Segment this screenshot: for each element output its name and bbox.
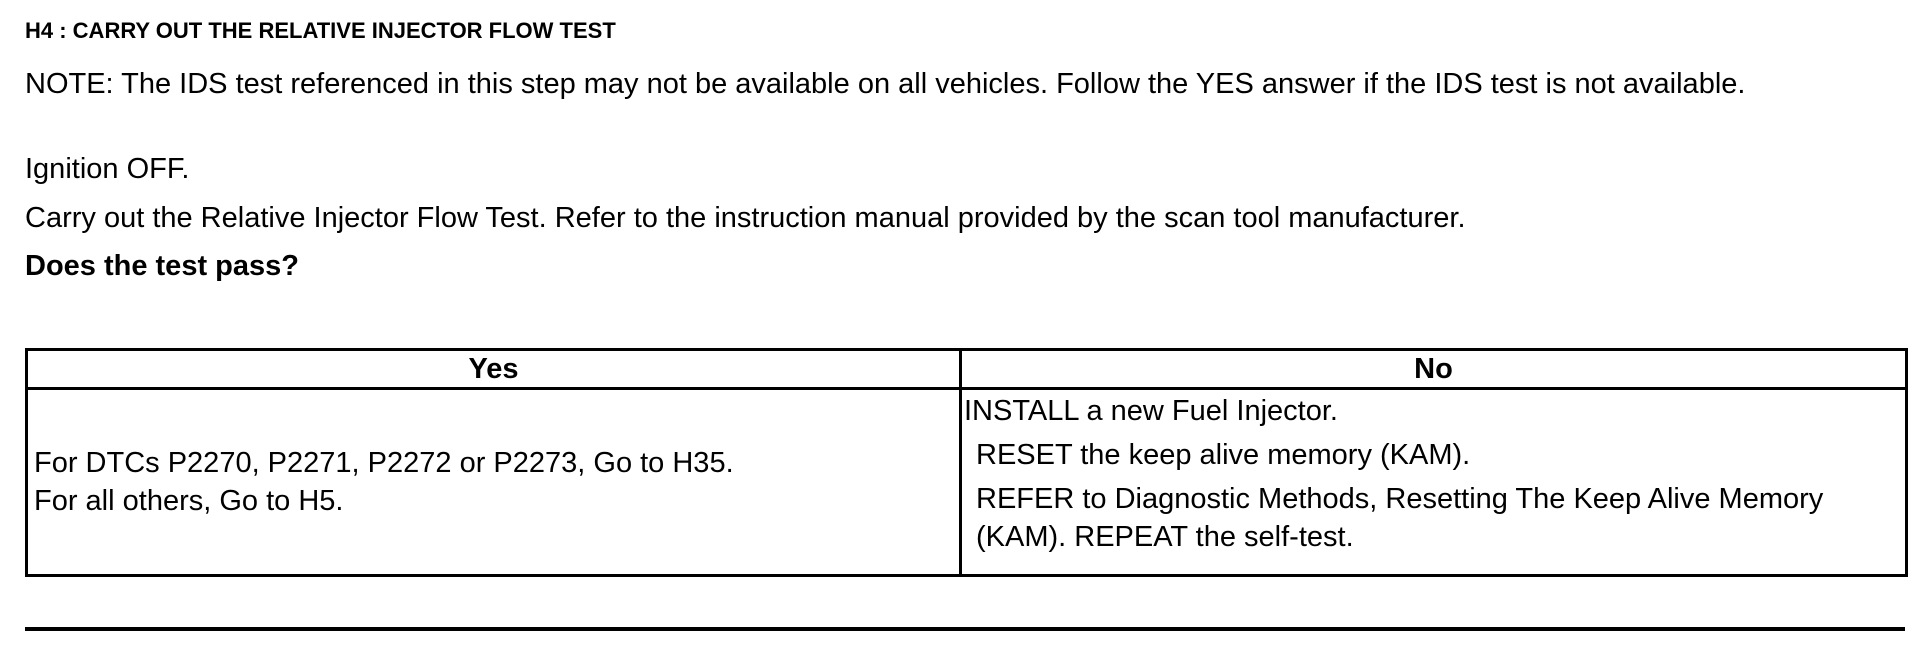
result-table: [25, 348, 1908, 577]
yes-line-others: For all others, Go to H5.: [34, 485, 344, 517]
step-title: H4 : CARRY OUT THE RELATIVE INJECTOR FLOW TEST: [25, 18, 616, 43]
table-row: [27, 389, 1907, 576]
note-paragraph: NOTE: The IDS test referenced in this step may not be available on all vehicles. Follow the YES answer if the IDS test is not available.: [25, 68, 1746, 100]
yes-line-dtc: For DTCs P2270, P2271, P2272 or P2273, Go to H35.: [34, 447, 734, 479]
yes-cell: [27, 389, 961, 576]
test-question: Does the test pass?: [25, 250, 299, 282]
no-cell: [961, 389, 1907, 576]
no-line-refer: REFER to Diagnostic Methods, Resetting The Keep Alive Memory (KAM). REPEAT the self-test.: [976, 483, 1824, 553]
ignition-instruction: Ignition OFF.: [25, 153, 190, 185]
no-line-reset: RESET the keep alive memory (KAM).: [976, 439, 1471, 471]
no-line-install: INSTALL a new Fuel Injector.: [964, 395, 1338, 427]
section-divider: [25, 627, 1905, 631]
test-instruction: Carry out the Relative Injector Flow Test. Refer to the instruction manual provided by the scan tool manufacturer.: [25, 202, 1466, 234]
table-header-row: [27, 350, 1907, 389]
yes-header: Yes: [27, 350, 961, 389]
no-header: No: [961, 350, 1907, 389]
